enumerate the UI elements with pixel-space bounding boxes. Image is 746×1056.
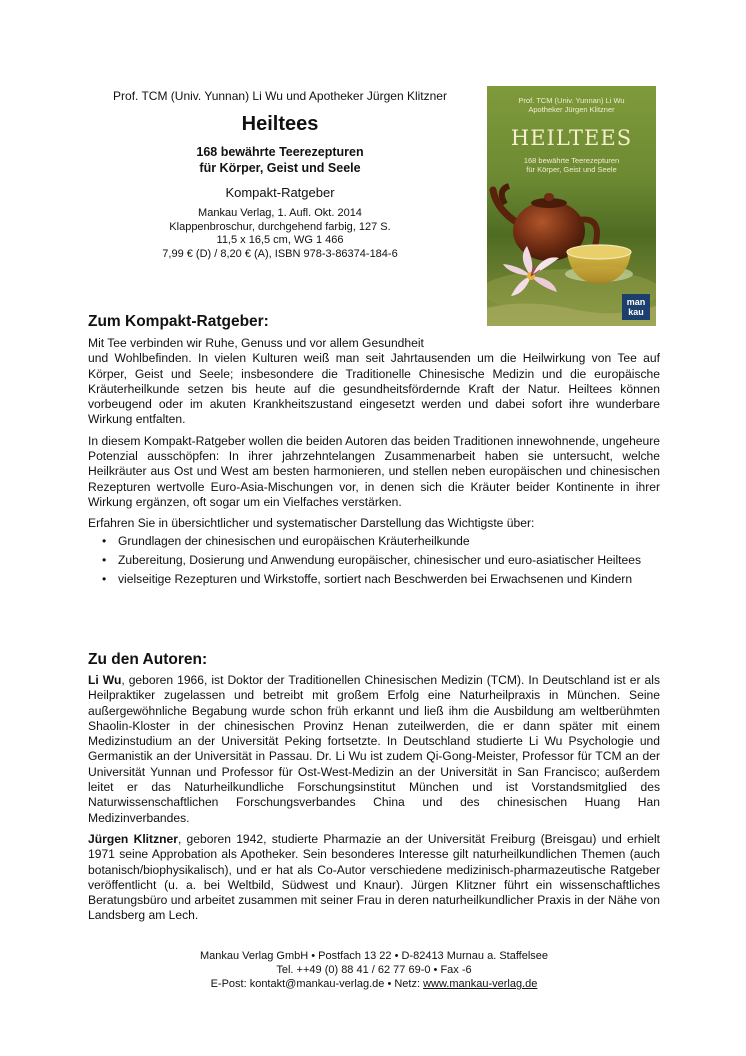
- price-isbn-line: 7,99 € (D) / 8,20 € (A), ISBN 978-3-86374-184-6: [162, 247, 398, 260]
- list-item-text: vielseitige Rezepturen und Wirkstoffe, sortiert nach Beschwerden bei Erwachsenen und Kindern: [118, 572, 633, 587]
- footer-contact: [88, 977, 660, 991]
- feature-list: [88, 534, 660, 588]
- format-line: 11,5 x 16,5 cm, WG 1 466: [216, 234, 344, 246]
- mankau-logo: [622, 294, 650, 320]
- book-authors: Prof. TCM (Univ. Yunnan) Li Wu und Apotheker Jürgen Klitzner: [113, 89, 447, 103]
- list-item: [88, 553, 660, 568]
- book-subtitle-line: 168 bewährte Teerezepturen: [196, 145, 364, 159]
- book-publication-details: [88, 207, 472, 261]
- author-bio: , geboren 1942, studierte Pharmazie an der Universität Freiburg (Breisgau) und erhielt 1971 seine Approbation als Apotheker. Sein besonderes Interesse gilt naturheilkundlichen Themen (auch botanisch/biophysikalisch), und er hat als Co-Autor verschiedene medizinisch-pharmazeutische Ratgeber veröffentlicht (u. a. bei Weltbild, Südwest und Knaur). Jürgen Klitzner führt ein wissenschaftliches Beratungsbüro und arbeitet zusammen mit seiner Frau in deren naturheilkundlicher Praxis in der Nähe von Landsberg am Lech.: [88, 831, 660, 923]
- cover-subtitle-line: 168 bewährte Teerezepturen: [523, 156, 620, 165]
- book-info-header: [88, 89, 472, 261]
- binding-line: Klappenbroschur, durchgehend farbig, 127 S.: [169, 220, 391, 233]
- cover-subtitle: [487, 156, 656, 174]
- paragraph: und Wohlbefinden. In vielen Kulturen weiß man seit Jahrtausenden um die Heilwirkung von Tee auf Körper, Geist und Seele; insbesondere die Traditionelle Chinesische Medizin und die europäische Kräuterheilkunde setzen bis heute auf die gesundheitsfördernde Kraft der Natur. Heiltees können vorbeugend oder im akuten Krankheitszustand eingesetzt werden und dabei sofort ihre wunderbare Wirkung entfalten.: [88, 351, 660, 427]
- bullet-icon: •: [102, 533, 107, 548]
- section-kompakt-body: [88, 336, 660, 587]
- section-autoren-body: [88, 673, 660, 924]
- cover-title: HEILTEES: [510, 126, 633, 150]
- paragraph: In diesem Kompakt-Ratgeber wollen die beiden Autoren das beiden Traditionen innewohnende, ungeheure Potenzial ausschöpfen: In ihrer jahrzehntelangen Zusammenarbeit haben sie untersucht, welche Heilkräuter aus Ost und West am besten harmonieren, und stellen neben europäischen und chinesischen Rezepturen wertvolle Euro-Asia-Mischungen vor, in denen sich die Kräuter beider Kontinente in ihrer Wirkung ergänzen, oft sogar um ein Vielfaches verstärken.: [88, 433, 660, 509]
- author-name: Li Wu: [88, 673, 122, 687]
- author-bio: , geboren 1966, ist Doktor der Traditionellen Chinesischen Medizin (TCM). In Deutschland ist er als Heilpraktiker zugelassen und betreibt mit großem Erfolg eine Naturheilpraxis in München. Seine außergewöhnliche Begabung wurde schon früh erkannt und ließ ihm die Ausbildung am weltberühmten Shaolin-Kloster in der chinesischen Provinz Henan zuteilwerden, die er dann später mit einem Medizinstudium an der Universität Peking fortsetzte. In Deutschland studierte Li Wu Psychologie und Germanistik an der Universität in Passau. Dr. Li Wu ist zudem Qi-Gong-Meister, Professor für TCM an der Universität Yunnan und Professor für Ost-West-Medizin an der Universität in San Francisco; außerdem leitet er das Naturheilkundliche Forschungsinstitut München und ist Vorstandsmitglied des Naturwissenschaftlichen Forschungsverbandes China und des chinesischen Huang Han Medizinverbandes.: [88, 673, 660, 825]
- book-subtitle: [88, 144, 472, 176]
- footer-phone: Tel. ++49 (0) 88 41 / 62 77 69-0 • Fax -6: [276, 964, 472, 976]
- publisher-footer: [88, 949, 660, 991]
- book-title: Heiltees: [241, 113, 319, 135]
- footer-address: Mankau Verlag GmbH • Postfach 13 22 • D-82413 Murnau a. Staffelsee: [199, 950, 549, 962]
- cover-authors: [487, 96, 656, 114]
- author-name: Jürgen Klitzner: [88, 831, 178, 846]
- cover-author-line: Apotheker Jürgen Klitzner: [528, 105, 615, 114]
- teapot-illustration: [487, 86, 656, 326]
- book-series: Kompakt-Ratgeber: [225, 185, 335, 200]
- section-heading-autoren: Zu den Autoren:: [88, 651, 208, 668]
- list-item-text: Zubereitung, Dosierung und Anwendung europäischer, chinesischer und euro-asiatischer Heiltees: [118, 552, 642, 567]
- author-paragraph: [88, 673, 660, 826]
- list-item: [88, 572, 660, 587]
- book-subtitle-line: für Körper, Geist und Seele: [199, 161, 361, 175]
- paragraph: Erfahren Sie in übersichtlicher und systematischer Darstellung das Wichtigste über:: [88, 516, 535, 531]
- publisher-line: Mankau Verlag, 1. Aufl. Okt. 2014: [198, 207, 362, 219]
- list-item-text: Grundlagen der chinesischen und europäischen Kräuterheilkunde: [118, 533, 470, 548]
- bullet-icon: •: [102, 572, 107, 587]
- list-item: [88, 534, 660, 549]
- book-cover-image: [487, 86, 656, 326]
- cover-author-line: Prof. TCM (Univ. Yunnan) Li Wu: [518, 96, 625, 105]
- logo-text: kau: [628, 307, 644, 317]
- bullet-icon: •: [102, 552, 107, 567]
- footer-email: E-Post: kontakt@mankau-verlag.de • Netz:: [210, 978, 424, 990]
- paragraph-line: Mit Tee verbinden wir Ruhe, Genuss und vor allem Gesundheit: [88, 336, 424, 350]
- section-heading-kompakt: Zum Kompakt-Ratgeber:: [88, 313, 269, 330]
- cover-subtitle-line: für Körper, Geist und Seele: [526, 165, 617, 174]
- logo-text: man: [626, 297, 646, 307]
- author-paragraph: [88, 832, 660, 924]
- website-link[interactable]: www.mankau-verlag.de: [423, 978, 538, 990]
